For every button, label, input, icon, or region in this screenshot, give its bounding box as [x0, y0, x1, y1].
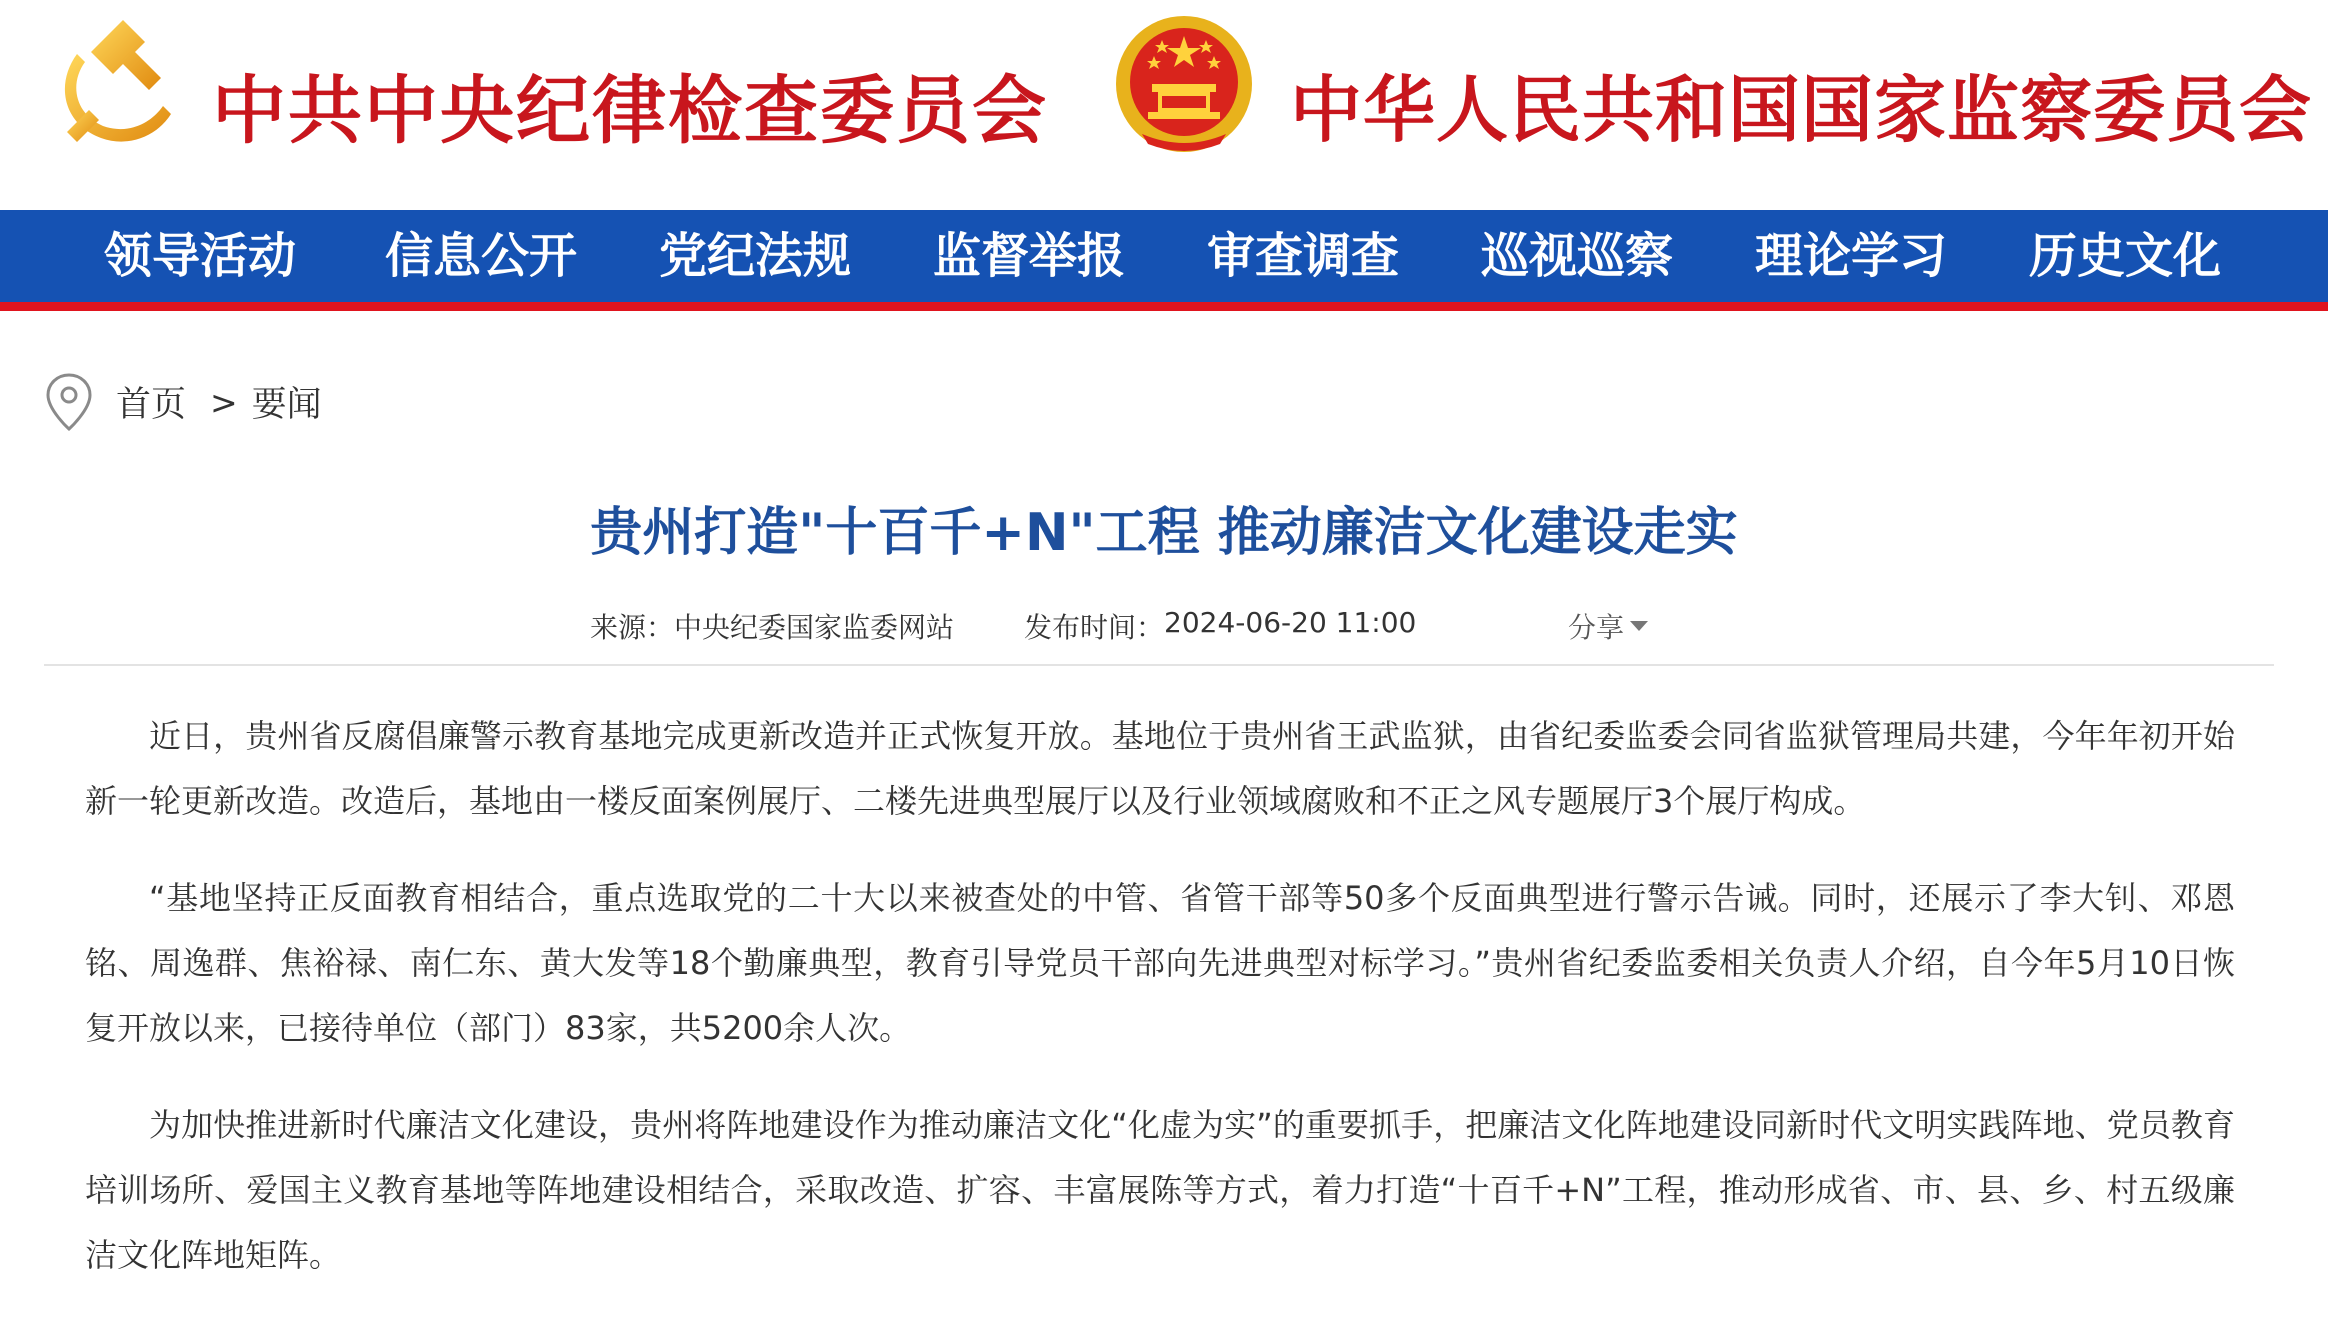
time-value: 2024-06-20 11:00 [1164, 606, 1417, 639]
meta-divider [44, 664, 2274, 666]
article-body [85, 704, 2235, 1320]
location-pin-icon [44, 372, 94, 432]
nav-item-regulations[interactable]: 党纪法规 [658, 228, 851, 284]
breadcrumb-separator: > [210, 382, 238, 422]
cdi-title[interactable]: 中共中央纪律检查委员会 [212, 68, 1048, 154]
breadcrumb [44, 372, 322, 432]
article-paragraph: 为加快推进新时代廉洁文化建设，贵州将阵地建设作为推动廉洁文化“化虚为实”的重要抓手，把廉洁文化阵地建设同新时代文明实践阵地、党员教育培训场所、爱国主义教育基地等阵地建设相结合，采取改造、扩容、丰富展陈等方式，着力打造“十百千+N”工程，推动形成省、市、县、乡、村五级廉洁文化阵地矩阵。 [85, 1106, 2235, 1274]
article-title: 贵州打造"十百千+N"工程 推动廉洁文化建设走实 [590, 503, 1738, 563]
breadcrumb-home[interactable]: 首页 [116, 385, 187, 425]
nav-item-history[interactable]: 历史文化 [2028, 228, 2221, 284]
share-label: 分享 [1568, 611, 1625, 644]
article-paragraph: 近日，贵州省反腐倡廉警示教育基地完成更新改造并正式恢复开放。基地位于贵州省王武监狱，由省纪委监委会同省监狱管理局共建，今年年初开始新一轮更新改造。改造后，基地由一楼反面案例展厅、二楼先进典型展厅以及行业领域腐败和不正之风专题展厅3个展厅构成。 [85, 717, 2235, 820]
main-nav [0, 210, 2328, 311]
nav-item-info-disclosure[interactable]: 信息公开 [384, 228, 577, 284]
party-emblem-icon[interactable] [45, 14, 185, 154]
nav-item-investigation[interactable]: 审查调查 [1206, 228, 1399, 284]
chevron-down-icon [1630, 621, 1648, 631]
source-value: 中央纪委国家监委网站 [674, 611, 955, 644]
nav-item-report[interactable]: 监督举报 [932, 228, 1125, 284]
breadcrumb-current[interactable]: 要闻 [251, 385, 322, 425]
nsc-title[interactable]: 中华人民共和国国家监察委员会 [1290, 67, 2313, 152]
nav-item-theory[interactable]: 理论学习 [1754, 228, 1947, 284]
share-button[interactable] [1568, 606, 1648, 646]
time-label: 发布时间： [1024, 611, 1165, 644]
nav-item-inspection[interactable]: 巡视巡察 [1480, 228, 1673, 284]
article-meta [590, 606, 1416, 646]
site-header [0, 0, 2328, 210]
source-label: 来源： [590, 611, 675, 644]
nav-item-leadership[interactable]: 领导活动 [104, 228, 297, 284]
article-paragraph: “基地坚持正反面教育相结合，重点选取党的二十大以来被查处的中管、省管干部等50多个反面典型进行警示告诫。同时，还展示了李大钊、邓恩铭、周逸群、焦裕禄、南仁东、黄大发等18个勤廉典型，教育引导党员干部向先进典型对标学习。”贵州省纪委监委相关负责人介绍，自今年5月10日恢复开放以来，已接待单位（部门）83家，共5200余人次。 [85, 879, 2235, 1047]
national-emblem-icon[interactable] [1112, 12, 1257, 160]
